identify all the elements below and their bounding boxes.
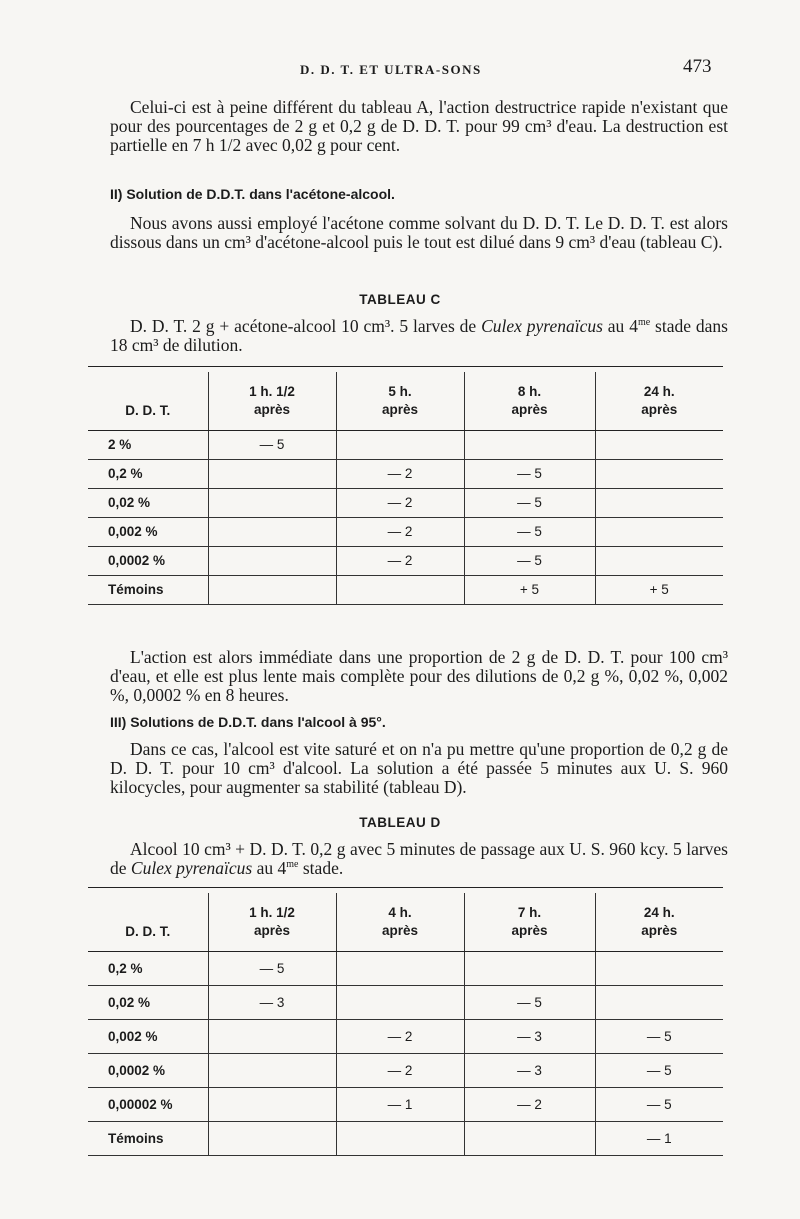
table-c-top-rule xyxy=(88,366,723,367)
table-cell: — 3 xyxy=(208,985,336,1019)
table-cell: — 2 xyxy=(336,459,464,488)
table-row xyxy=(88,1087,723,1121)
table-cell: — 2 xyxy=(336,1019,464,1053)
table-cell xyxy=(595,951,723,985)
table-c-caption-start: D. D. T. 2 g + acétone-alcool 10 cm³. 5 larves de xyxy=(130,316,482,336)
table-d-col-2-time: 4 h. xyxy=(388,904,412,920)
table-cell xyxy=(336,430,464,459)
row-label: 0,0002 % xyxy=(88,1053,208,1087)
table-d-caption xyxy=(110,840,728,878)
table-d-col-3-sub: après xyxy=(511,922,548,938)
table-c-col-2-sub: après xyxy=(381,401,419,417)
table-d-col-2 xyxy=(336,893,464,951)
page-header xyxy=(0,56,800,86)
table-cell: — 2 xyxy=(336,488,464,517)
paragraph-action: L'action est alors immédiate dans une proportion de 2 g de D. D. T. pour 100 cm³ d'eau, et elle est plus lente mais complète pour des dilutions de 0,2 g %, 0,02 %, 0,002 %, 0,0002 % en 8 heures. xyxy=(110,647,728,705)
section-heading-acetone: II) Solution de D.D.T. dans l'acétone-alcool. xyxy=(110,186,395,202)
row-label: 0,2 % xyxy=(88,951,208,985)
table-row xyxy=(88,488,723,517)
table-d-species: Culex pyrenaïcus xyxy=(130,858,253,878)
page-number: 473 xyxy=(683,56,712,77)
table-cell: — 5 xyxy=(208,951,336,985)
table-cell: — 5 xyxy=(464,517,595,546)
table-d-caption-end: stade. xyxy=(298,858,344,878)
row-label: 0,0002 % xyxy=(88,546,208,575)
table-row xyxy=(88,985,723,1019)
table-c-col-3 xyxy=(464,372,595,430)
paragraph-intro: Celui-ci est à peine différent du tableau A, l'action destructrice rapide n'existant que pour des pourcentages de 2 g et 0,2 g de D. D. T. pour 99 cm³ d'eau. La destruction est partielle en 7 h 1/2 avec 0,02 g pour cent. xyxy=(110,97,728,155)
row-label: 0,02 % xyxy=(88,488,208,517)
table-c-col-1 xyxy=(208,372,336,430)
table-cell: — 5 xyxy=(464,546,595,575)
table-cell: + 5 xyxy=(464,575,595,604)
table-cell: — 3 xyxy=(464,1053,595,1087)
table-cell xyxy=(595,488,723,517)
table-cell xyxy=(208,459,336,488)
table-cell xyxy=(595,546,723,575)
table-d-col-4-sub: après xyxy=(641,922,678,938)
row-label: 0,002 % xyxy=(88,517,208,546)
table-d-body xyxy=(88,951,723,1155)
table-cell xyxy=(208,517,336,546)
table-d-caption-sup: me xyxy=(286,859,299,871)
table-cell xyxy=(464,430,595,459)
table-cell: — 2 xyxy=(336,546,464,575)
table-c-col-ddt: D. D. T. xyxy=(88,372,208,430)
row-label: 0,02 % xyxy=(88,985,208,1019)
table-d-caption-start: Alcool 10 cm³ + D. D. T. 0,2 g avec 5 minutes de passage aux U. S. 960 kcy. 5 larves de xyxy=(110,839,728,878)
table-cell xyxy=(336,951,464,985)
table-d-title: TABLEAU D xyxy=(359,815,441,830)
table-c-col-1-time: 1 h. 1/2 xyxy=(249,383,295,399)
table-cell xyxy=(595,459,723,488)
table-d-top-rule xyxy=(88,887,723,888)
table-cell xyxy=(208,488,336,517)
table-row xyxy=(88,459,723,488)
table-d-caption-mid: au 4 xyxy=(252,858,287,878)
row-label: 0,00002 % xyxy=(88,1087,208,1121)
table-c-caption-end: stade dans 18 cm³ de dilution. xyxy=(110,316,728,355)
table-c-caption-mid: au 4 xyxy=(602,316,638,336)
table-cell: — 2 xyxy=(336,517,464,546)
table-cell: — 5 xyxy=(208,430,336,459)
table-c xyxy=(88,372,723,605)
row-label: 2 % xyxy=(88,430,208,459)
row-label: Témoins xyxy=(88,575,208,604)
table-cell xyxy=(208,1087,336,1121)
table-d-col-4 xyxy=(595,893,723,951)
table-cell xyxy=(336,1121,464,1155)
table-d-col-4-time: 24 h. xyxy=(643,904,675,920)
row-label: 0,002 % xyxy=(88,1019,208,1053)
paragraph-alcohol: Dans ce cas, l'alcool est vite saturé et on n'a pu mettre qu'une proportion de 0,2 g de D. D. T. pour 10 cm³ d'alcool. La solution a été passée 5 minutes aux U. S. 960 kilocycles, pour augmenter sa stabilité (tableau D). xyxy=(110,739,728,797)
table-cell xyxy=(208,1019,336,1053)
table-d-col-1-time: 1 h. 1/2 xyxy=(249,904,295,920)
table-cell: — 1 xyxy=(595,1121,723,1155)
table-c-species: Culex pyrenaïcus xyxy=(481,316,603,336)
table-cell xyxy=(336,985,464,1019)
table-d-col-2-sub: après xyxy=(381,922,419,938)
section-heading-alcohol: III) Solutions de D.D.T. dans l'alcool à 95°. xyxy=(110,714,386,730)
table-c-caption-sup: me xyxy=(637,317,651,329)
table-cell xyxy=(464,951,595,985)
table-d xyxy=(88,893,723,1156)
table-c-col-3-time: 8 h. xyxy=(517,383,542,399)
row-label: 0,2 % xyxy=(88,459,208,488)
table-cell xyxy=(208,546,336,575)
table-c-body xyxy=(88,430,723,604)
table-cell xyxy=(595,430,723,459)
table-cell: — 2 xyxy=(464,1087,595,1121)
table-cell: — 2 xyxy=(336,1053,464,1087)
table-cell: — 5 xyxy=(595,1053,723,1087)
table-c-col-4-sub: après xyxy=(641,401,678,417)
table-cell xyxy=(336,575,464,604)
table-cell xyxy=(208,1121,336,1155)
table-cell: — 5 xyxy=(464,488,595,517)
table-cell xyxy=(208,1053,336,1087)
table-c-col-4 xyxy=(595,372,723,430)
table-row xyxy=(88,1121,723,1155)
table-row xyxy=(88,546,723,575)
table-c-col-2-time: 5 h. xyxy=(388,383,412,399)
running-title: D. D. T. ET ULTRA-SONS xyxy=(300,62,482,77)
table-cell: — 5 xyxy=(464,459,595,488)
table-row xyxy=(88,517,723,546)
table-c-col-2 xyxy=(336,372,464,430)
table-d-col-1 xyxy=(208,893,336,951)
paragraph-acetone: Nous avons aussi employé l'acétone comme solvant du D. D. T. Le D. D. T. est alors dissous dans un cm³ d'acétone-alcool puis le tout est dilué dans 9 cm³ d'eau (tableau C). xyxy=(110,213,728,252)
table-c-col-3-sub: après xyxy=(511,401,548,417)
table-cell: + 5 xyxy=(595,575,723,604)
table-c-title: TABLEAU C xyxy=(359,292,441,307)
table-cell: — 5 xyxy=(464,985,595,1019)
table-cell: — 5 xyxy=(595,1019,723,1053)
table-d-col-ddt: D. D. T. xyxy=(88,893,208,951)
table-cell: — 1 xyxy=(336,1087,464,1121)
table-cell xyxy=(595,985,723,1019)
table-row xyxy=(88,575,723,604)
table-row xyxy=(88,430,723,459)
table-d-col-1-sub: après xyxy=(253,922,291,938)
row-label: Témoins xyxy=(88,1121,208,1155)
table-cell: — 3 xyxy=(464,1019,595,1053)
table-row xyxy=(88,951,723,985)
table-cell: — 5 xyxy=(595,1087,723,1121)
table-cell xyxy=(464,1121,595,1155)
table-cell xyxy=(208,575,336,604)
table-row xyxy=(88,1019,723,1053)
table-row xyxy=(88,1053,723,1087)
table-cell xyxy=(595,517,723,546)
table-c-col-4-time: 24 h. xyxy=(643,383,675,399)
table-c-col-1-sub: après xyxy=(253,401,291,417)
table-d-col-3-time: 7 h. xyxy=(517,904,542,920)
table-d-col-3 xyxy=(464,893,595,951)
table-c-caption xyxy=(110,317,728,355)
